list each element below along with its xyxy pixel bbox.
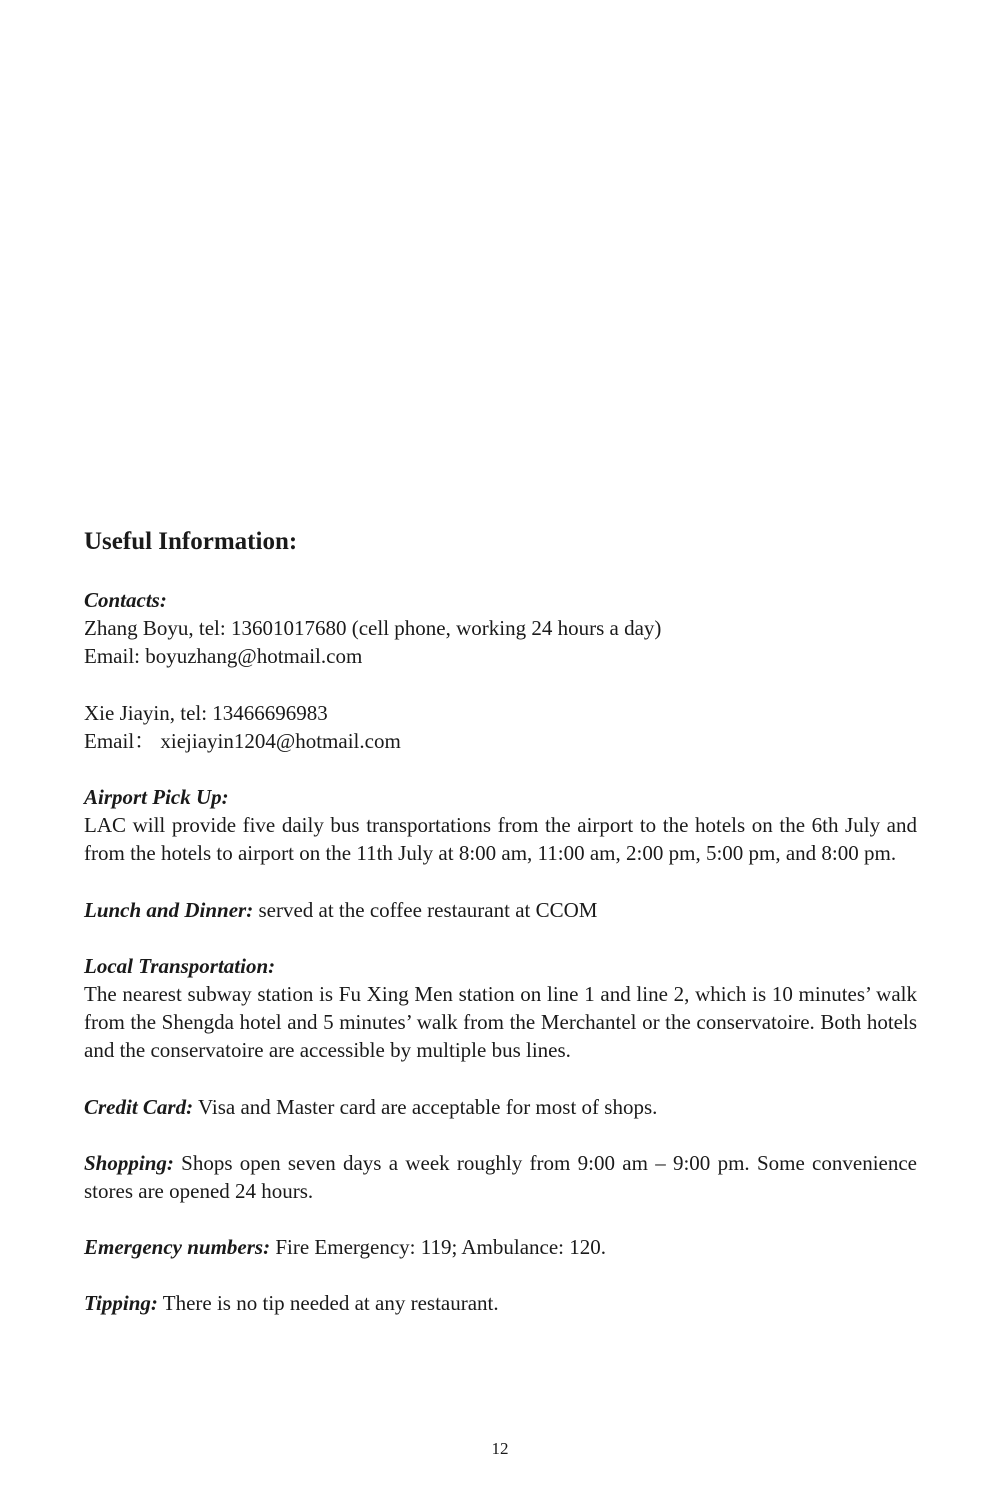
page-heading: Useful Information: — [84, 528, 298, 555]
lunch-label: Lunch and Dinner: — [84, 897, 254, 922]
contacts-label: Contacts: — [84, 588, 167, 612]
document-body — [84, 524, 917, 1346]
transport-section — [84, 952, 917, 1065]
lunch-text: served at the coffee restaurant at CCOM — [253, 897, 598, 922]
transport-label: Local Transportation: — [84, 953, 276, 978]
lunch-section — [84, 896, 917, 924]
transport-text: The nearest subway station is Fu Xing Men station on line 1 and line 2, which is 10 minutes’ walk from the Shengda hotel and 5 minutes’ walk from the Merchantel or the conservatoire. Both hotels and the conservatoire are accessible by multiple bus lines. — [84, 982, 917, 1063]
contacts-section-2 — [84, 699, 917, 755]
contact-xie-phone: Xie Jiayin, tel: 13466696983 — [84, 700, 328, 725]
credit-text: Visa and Master card are acceptable for most of shops. — [193, 1094, 658, 1119]
emergency-text: Fire Emergency: 119; Ambulance: 120. — [270, 1235, 607, 1260]
tipping-label: Tipping: — [84, 1291, 158, 1316]
shopping-label: Shopping: — [84, 1150, 174, 1175]
contact-xie-email: Email： xiejiayin1204@hotmail.com — [84, 728, 401, 753]
tipping-section — [84, 1289, 917, 1317]
airport-section — [84, 783, 917, 868]
credit-section — [84, 1093, 917, 1121]
emergency-section — [84, 1233, 917, 1261]
page-number: 12 — [491, 1439, 509, 1458]
airport-text: LAC will provide five daily bus transportations from the airport to the hotels on the 6th July and from the hotels to airport on the 11th July at 8:00 am, 11:00 am, 2:00 pm, 5:00 pm, and 8:00 pm. — [84, 813, 917, 866]
credit-label: Credit Card: — [84, 1094, 194, 1119]
emergency-label: Emergency numbers: — [84, 1235, 271, 1260]
contacts-section — [84, 586, 917, 671]
contact-zhang-phone: Zhang Boyu, tel: 13601017680 (cell phone, working 24 hours a day) — [84, 616, 662, 641]
shopping-section — [84, 1149, 917, 1205]
tipping-text: There is no tip needed at any restaurant. — [157, 1291, 499, 1316]
airport-label: Airport Pick Up: — [84, 785, 229, 810]
contact-zhang-email: Email: boyuzhang@hotmail.com — [84, 644, 363, 669]
shopping-text: Shops open seven days a week roughly from 9:00 am – 9:00 pm. Some convenience stores are opened 24 hours. — [84, 1150, 917, 1204]
